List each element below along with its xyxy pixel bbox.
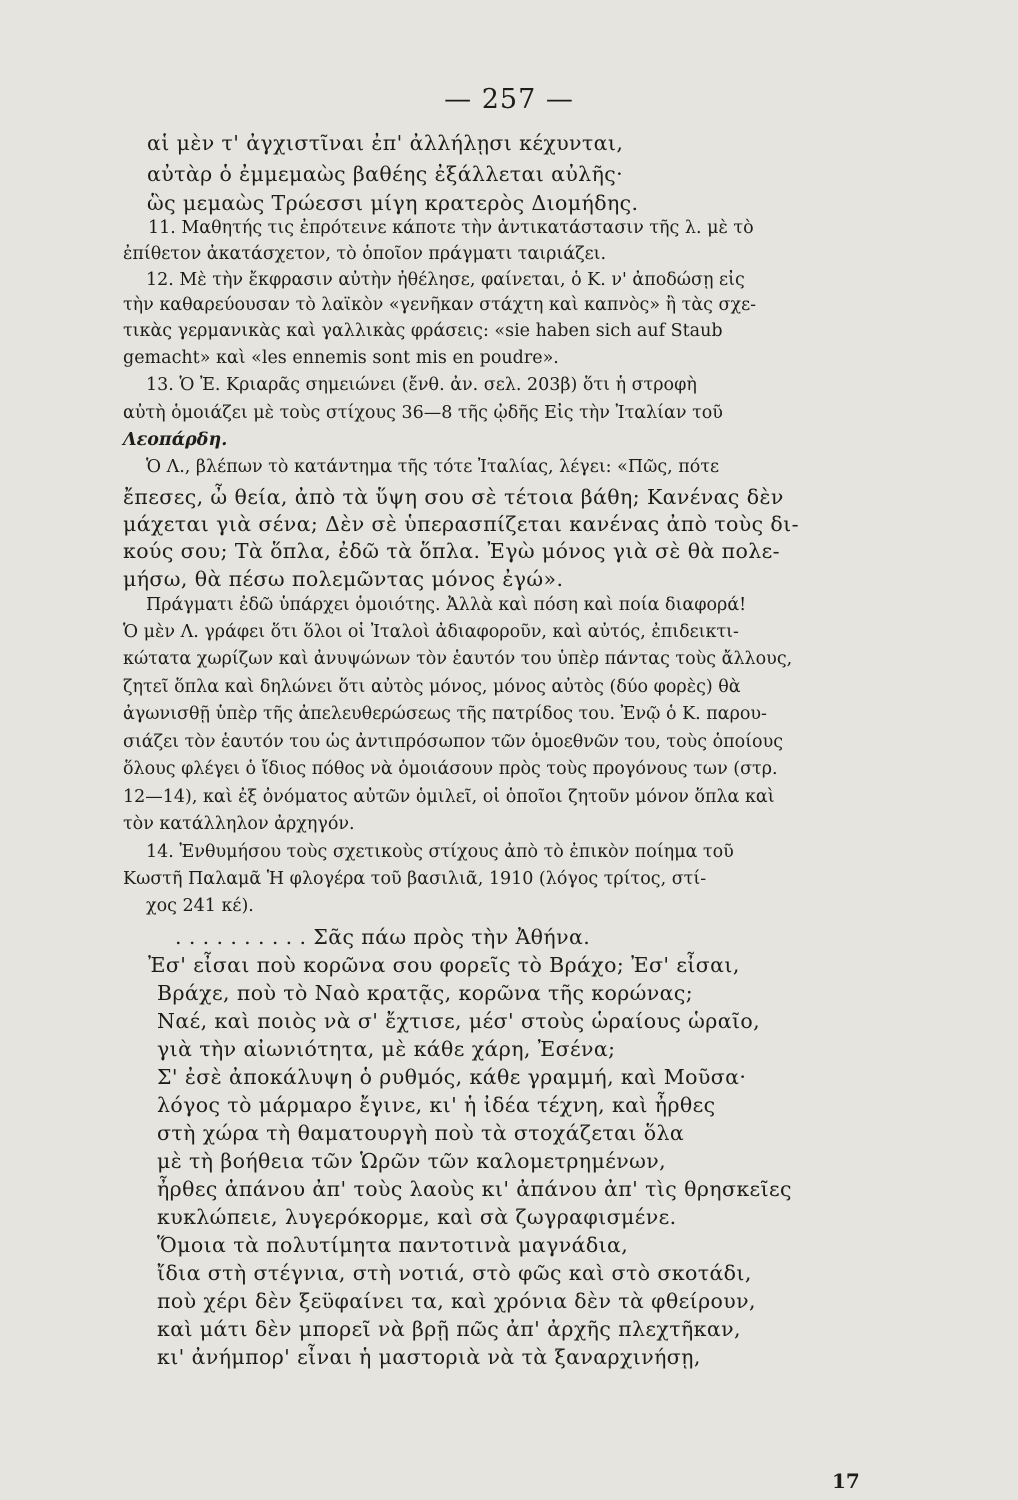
- text-line: Πράγματι ἐδῶ ὑπάρχει ὁμοιότης. Ἀλλὰ καὶ πόση καὶ ποία διαφορά!: [146, 595, 747, 615]
- verse-line: αὐτὰρ ὁ ἐμμεμαὼς βαθέης ἐξάλλεται αὐλῆς·: [147, 162, 624, 186]
- verse-line: αἱ μὲν τ' ἀγχιστῖναι ἐπ' ἀλλήλῃσι κέχυνται,: [147, 131, 624, 155]
- text-line: 11. Μαθητής τις ἐπρότεινε κάποτε τὴν ἀντικατάστασιν τῆς λ. μὲ τὸ: [148, 218, 754, 238]
- verse-line: στὴ χώρα τὴ θαματουργὴ ποὺ τὰ στοχάζεται ὅλα: [157, 1121, 685, 1145]
- verse-line: Βράχε, ποὺ τὸ Ναὸ κρατᾷς, κορῶνα τῆς κορώνας;: [157, 981, 694, 1005]
- text-line: ἀγωνισθῇ ὑπὲρ τῆς ἀπελευθερώσεως τῆς πατρίδος του. Ἐνῷ ὁ Κ. παρου-: [123, 704, 767, 724]
- text-line: Κωστῆ Παλαμᾶ Ἡ φλογέρα τοῦ βασιλιᾶ, 1910 (λόγος τρίτος, στί-: [123, 869, 707, 889]
- text-line: χος 241 κέ).: [146, 896, 254, 916]
- page-number: — 257 —: [444, 84, 574, 115]
- verse-line: λόγος τὸ μάρμαρο ἔγινε, κι' ἡ ἰδέα τέχνη, καὶ ἦρθες: [157, 1093, 716, 1117]
- text-line: gemacht» καὶ «les ennemis sont mis en poudre».: [123, 348, 559, 368]
- text-line: τὴν καθαρεύουσαν τὸ λαϊκὸν «γενῆκαν στάχτη καὶ καπνὸς» ἢ τὰς σχε-: [123, 295, 757, 315]
- verse-line: . . . . . . . . . . Σᾶς πάω πρὸς τὴν Ἀθήνα.: [175, 925, 591, 949]
- verse-line: καὶ μάτι δὲν μπορεῖ νὰ βρῇ πῶς ἀπ' ἀρχῆς πλεχτῆκαν,: [157, 1317, 741, 1341]
- signature-mark: 17: [832, 1469, 860, 1493]
- text-line: Ὁ Λ., βλέπων τὸ κατάντημα τῆς τότε Ἰταλίας, λέγει: «Πῶς, πότε: [146, 457, 720, 477]
- text-line: αὐτὴ ὁμοιάζει μὲ τοὺς στίχους 36—8 τῆς ᾠδῆς Εἰς τὴν Ἰταλίαν τοῦ: [123, 403, 723, 423]
- verse-line: Ναέ, καὶ ποιὸς νὰ σ' ἔχτισε, μέσ' στοὺς ὡραίους ὡραῖο,: [157, 1009, 761, 1033]
- text-line: τικὰς γερμανικὰς καὶ γαλλικὰς φράσεις: «sie haben sich auf Staub: [123, 321, 723, 341]
- text-line: ἐπίθετον ἀκατάσχετον, τὸ ὁποῖον πράγματι ταιριάζει.: [123, 244, 607, 264]
- verse-line: Σ' ἐσὲ ἀποκάλυψη ὁ ρυθμός, κάθε γραμμή, καὶ Μοῦσα·: [157, 1065, 747, 1089]
- text-line: κώτατα χωρίζων καὶ ἀνυψώνων τὸν ἑαυτόν του ὑπὲρ πάντας τοὺς ἄλλους,: [123, 649, 793, 669]
- text-line: ζητεῖ ὅπλα καὶ δηλώνει ὅτι αὐτὸς μόνος, μόνος αὐτὸς (δύο φορὲς) θὰ: [123, 677, 741, 697]
- text-line: 14. Ἐνθυμήσου τοὺς σχετικοὺς στίχους ἀπὸ τὸ ἐπικὸν ποίημα τοῦ: [146, 842, 734, 862]
- text-line: 12—14), καὶ ἐξ ὀνόματος αὐτῶν ὁμιλεῖ, οἱ ὁποῖοι ζητοῦν μόνον ὅπλα καὶ: [123, 787, 775, 807]
- text-line: κούς σου; Τὰ ὅπλα, ἐδῶ τὰ ὅπλα. Ἐγὼ μόνος γιὰ σὲ θὰ πολε-: [123, 539, 780, 563]
- verse-line: ποὺ χέρι δὲν ξεϋφαίνει τα, καὶ χρόνια δὲν τὰ φθείρουν,: [157, 1289, 756, 1313]
- verse-line: γιὰ τὴν αἰωνιότητα, μὲ κάθε χάρη, Ἐσένα;: [157, 1037, 616, 1061]
- text-line: 13. Ὁ Ἐ. Κριαρᾶς σημειώνει (ἔνθ. ἀν. σελ. 203β) ὅτι ἡ στροφὴ: [146, 375, 697, 395]
- text-line: 12. Μὲ τὴν ἔκφρασιν αὐτὴν ἠθέλησε, φαίνεται, ὁ Κ. ν' ἀποδώσῃ εἰς: [146, 270, 745, 290]
- verse-line: κυκλώπειε, λυγερόκορμε, καὶ σὰ ζωγραφισμένε.: [157, 1205, 677, 1229]
- verse-line: κι' ἀνήμπορ' εἶναι ἡ μαστοριὰ νὰ τὰ ξαναρχινήσῃ,: [157, 1345, 701, 1369]
- verse-line: ἦρθες ἀπάνου ἀπ' τοὺς λαοὺς κι' ἀπάνου ἀπ' τὶς θρησκεῖες: [157, 1177, 792, 1201]
- text-line: τὸν κατάλληλον ἀρχηγόν.: [123, 814, 355, 834]
- verse-line: Ἐσ' εἶσαι ποὺ κορῶνα σου φορεῖς τὸ Βράχο; Ἐσ' εἶσαι,: [148, 953, 740, 977]
- text-line: σιάζει τὸν ἑαυτόν του ὡς ἀντιπρόσωπον τῶν ὁμοεθνῶν του, τοὺς ὁποίους: [123, 732, 784, 752]
- verse-line: ἴδια στὴ στέγνια, στὴ νοτιά, στὸ φῶς καὶ στὸ σκοτάδι,: [157, 1261, 752, 1285]
- text-line: μάχεται γιὰ σένα; Δὲν σὲ ὑπερασπίζεται κανένας ἀπὸ τοὺς δι-: [123, 512, 799, 536]
- text-line: Ὁ μὲν Λ. γράφει ὅτι ὅλοι οἱ Ἰταλοὶ ἀδιαφοροῦν, καὶ αὐτός, ἐπιδεικτι-: [123, 622, 739, 642]
- verse-line: ὣς μεμαὼς Τρώεσσι μίγη κρατερὸς Διομήδης.: [147, 191, 639, 215]
- text-line: μήσω, θὰ πέσω πολεμῶντας μόνος ἐγώ».: [123, 567, 564, 591]
- verse-line: μὲ τὴ βοήθεια τῶν Ὡρῶν τῶν καλομετρημένων,: [157, 1149, 666, 1173]
- text-line: ὅλους φλέγει ὁ ἴδιος πόθος νὰ ὁμοιάσουν πρὸς τοὺς προγόνους των (στρ.: [123, 759, 778, 779]
- text-line: ἔπεσες, ὦ θεία, ἀπὸ τὰ ὕψη σου σὲ τέτοια βάθη; Κανένας δὲν: [123, 485, 784, 509]
- verse-line: Ὅμοια τὰ πολυτίμητα παντοτινὰ μαγνάδια,: [157, 1233, 629, 1257]
- text-line: Λεοπάρδη.: [123, 430, 228, 450]
